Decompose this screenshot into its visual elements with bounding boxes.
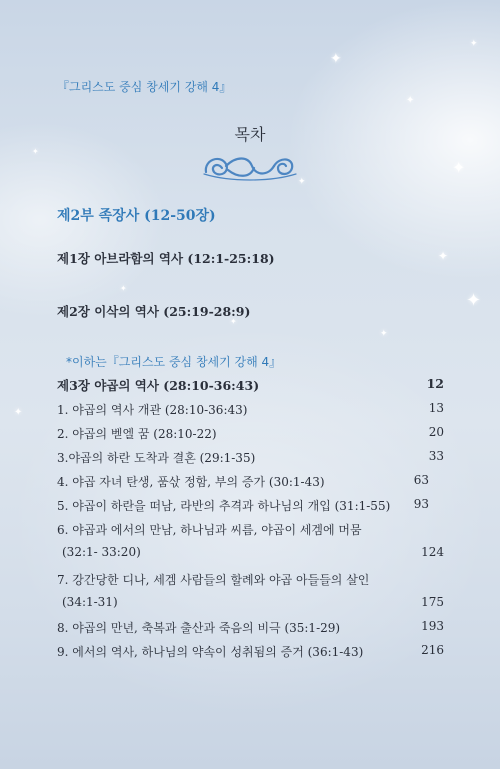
- continuation-note: *이하는『그리스도 중심 창세기 강해 4』: [66, 355, 282, 369]
- sparkle-icon: ✦: [438, 249, 449, 263]
- chapter-1-heading: 제1장 아브라함의 역사 (12:1-25:18): [57, 251, 275, 266]
- page-number: 20: [428, 425, 444, 439]
- chapter-3-heading: 제3장 야곱의 역사 (28:10-36:43): [57, 378, 260, 393]
- toc-entry-label: 1. 야곱의 역사 개관 (28:10-36:43): [57, 403, 248, 417]
- page-number: 33: [428, 449, 444, 463]
- sparkle-icon: ✦: [452, 158, 466, 177]
- toc-entry-label: 7. 강간당한 디나, 세겜 사람들의 할례와 야곱 아들들의 살인: [57, 573, 370, 587]
- sparkle-icon: ✦: [466, 290, 482, 311]
- page-number: 13: [428, 401, 444, 415]
- page-number: 175: [421, 595, 444, 609]
- toc-entry-label: (32:1- 33:20): [62, 545, 141, 559]
- toc-entry-label: 2. 야곱의 벧엘 꿈 (28:10-22): [57, 427, 217, 441]
- toc-entry-label: (34:1-31): [62, 595, 118, 609]
- sparkle-icon: ✦: [32, 147, 39, 156]
- toc-entry-label: 8. 야곱의 만년, 축복과 출산과 죽음의 비극 (35:1-29): [57, 621, 341, 635]
- sparkle-icon: ✦: [14, 407, 23, 418]
- sparkle-icon: ✦: [298, 177, 306, 187]
- page-number: 93: [413, 497, 429, 511]
- chapter-2-heading: 제2장 이삭의 역사 (25:19-28:9): [57, 304, 251, 319]
- sparkle-icon: ✦: [330, 51, 342, 67]
- sparkle-icon: ✦: [406, 95, 415, 106]
- toc-entry-label: 5. 야곱이 하란을 떠남, 라반의 추격과 하나님의 개입 (31:1-55): [57, 499, 391, 513]
- page-number: 63: [413, 473, 429, 487]
- page-number: 216: [421, 643, 444, 657]
- toc-entry-label: 3.야곱의 하란 도착과 결혼 (29:1-35): [57, 451, 256, 465]
- page-number: 12: [426, 376, 444, 391]
- sparkle-icon: ✦: [230, 317, 237, 326]
- part-title: 제2부 족장사 (12-50장): [57, 208, 216, 224]
- toc-title: 목차: [234, 125, 266, 144]
- sparkle-icon: ✦: [380, 329, 388, 339]
- toc-entry-label: 4. 야곱 자녀 탄생, 품삯 정함, 부의 증가 (30:1-43): [57, 475, 325, 489]
- ornament-icon: [200, 148, 300, 184]
- page-number: 124: [421, 545, 444, 559]
- sparkle-icon: ✦: [120, 284, 127, 293]
- sparkle-icon: ✦: [470, 39, 478, 49]
- toc-entry-label: 6. 야곱과 에서의 만남, 하나님과 씨름, 야곱이 세겜에 머뭄: [57, 523, 362, 537]
- page-number: 193: [421, 619, 444, 633]
- book-title: 『그리스도 중심 창세기 강해 4』: [57, 80, 232, 94]
- toc-entry-label: 9. 에서의 역사, 하나님의 약속이 성취됨의 증거 (36:1-43): [57, 645, 364, 659]
